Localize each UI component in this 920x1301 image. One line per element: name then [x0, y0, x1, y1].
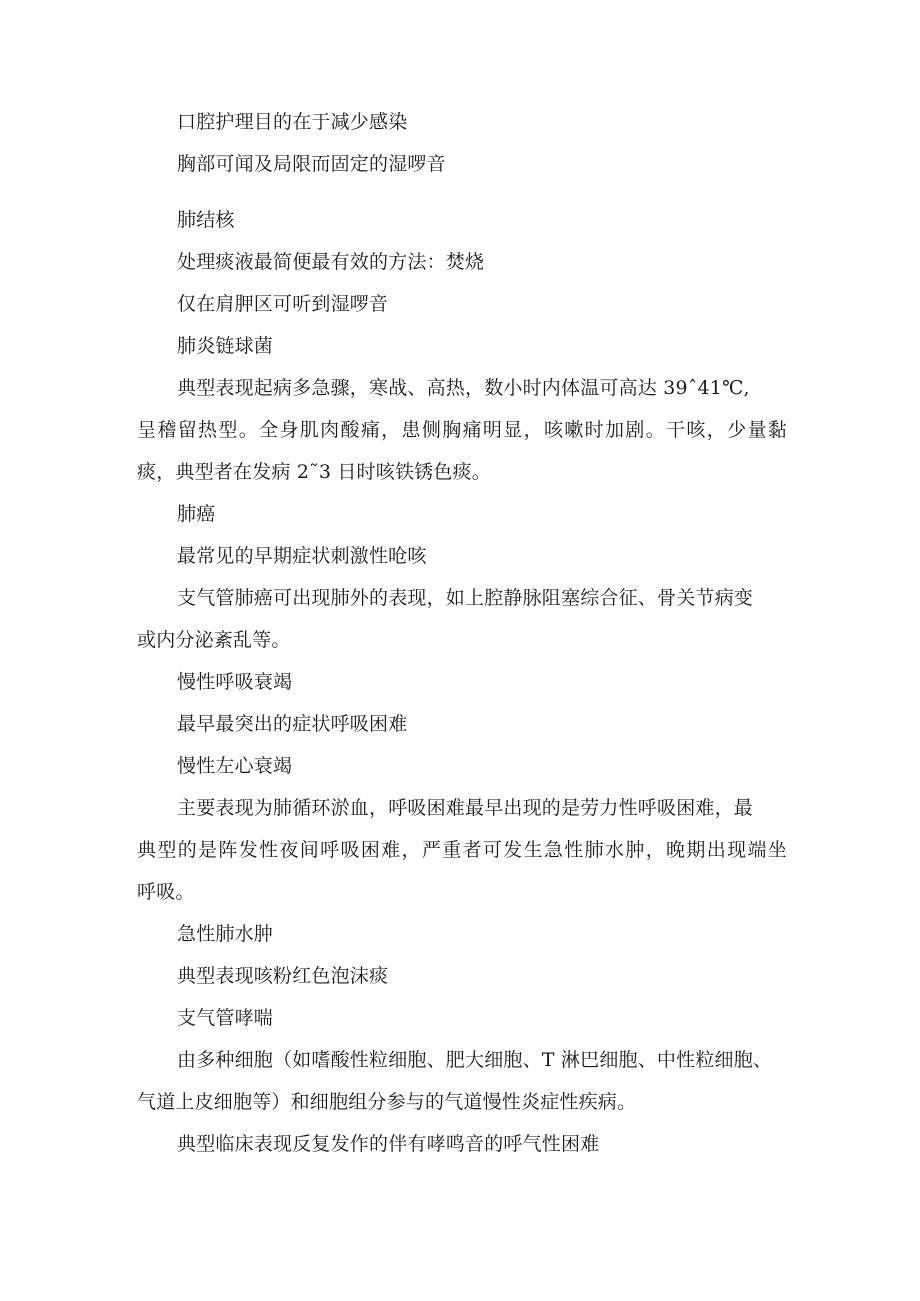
text-line: 典型表现咳粉红色泡沫痰	[177, 965, 389, 987]
text-line: 呈稽留热型。全身肌肉酸痛，患侧胸痛明显，咳嗽时加剧。干咳，少量黏	[137, 419, 787, 441]
text-line: 典型表现起病多急骤，寒战、高热，数小时内体温可高达 39ˆ41℃,	[177, 377, 750, 399]
section-heading: 肺癌	[177, 503, 216, 525]
section-heading: 慢性呼吸衰竭	[177, 671, 293, 693]
text-line: 气道上皮细胞等）和细胞组分参与的气道慢性炎症性疾病。	[137, 1091, 637, 1113]
text-line: 痰，典型者在发病 2˜3 日时咳铁锈色痰。	[137, 461, 491, 483]
text-line: 或内分泌紊乱等。	[137, 629, 291, 651]
section-heading: 支气管哮喘	[177, 1007, 274, 1029]
text-line: 主要表现为肺循环淤血，呼吸困难最早出现的是劳力性呼吸困难，最	[177, 797, 754, 819]
section-heading: 急性肺水肿	[177, 923, 274, 945]
text-line: 呼吸。	[137, 881, 195, 903]
text-line: 最早最突出的症状呼吸困难	[177, 713, 408, 735]
text-line: 支气管肺癌可出现肺外的表现，如上腔静脉阻塞综合征、骨关节病变	[177, 587, 754, 609]
text-line: 由多种细胞（如嗜酸性粒细胞、肥大细胞、T 淋巴细胞、中性粒细胞、	[177, 1049, 773, 1071]
text-line: 最常见的早期症状刺激性呛咳	[177, 545, 427, 567]
text-line: 典型的是阵发性夜间呼吸困难，严重者可发生急性肺水肿，晚期出现端坐	[137, 839, 787, 861]
text-line: 仅在肩胛区可听到湿啰音	[177, 293, 389, 315]
section-heading: 肺结核	[177, 209, 235, 231]
text-line: 口腔护理目的在于减少感染	[177, 111, 408, 133]
text-line: 胸部可闻及局限而固定的湿啰音	[177, 153, 446, 175]
section-heading: 肺炎链球菌	[177, 335, 274, 357]
section-heading: 慢性左心衰竭	[177, 755, 293, 777]
text-line: 典型临床表现反复发作的伴有哮鸣音的呼气性困难	[177, 1133, 600, 1155]
text-line: 处理痰液最简便最有效的方法：焚烧	[177, 251, 485, 273]
